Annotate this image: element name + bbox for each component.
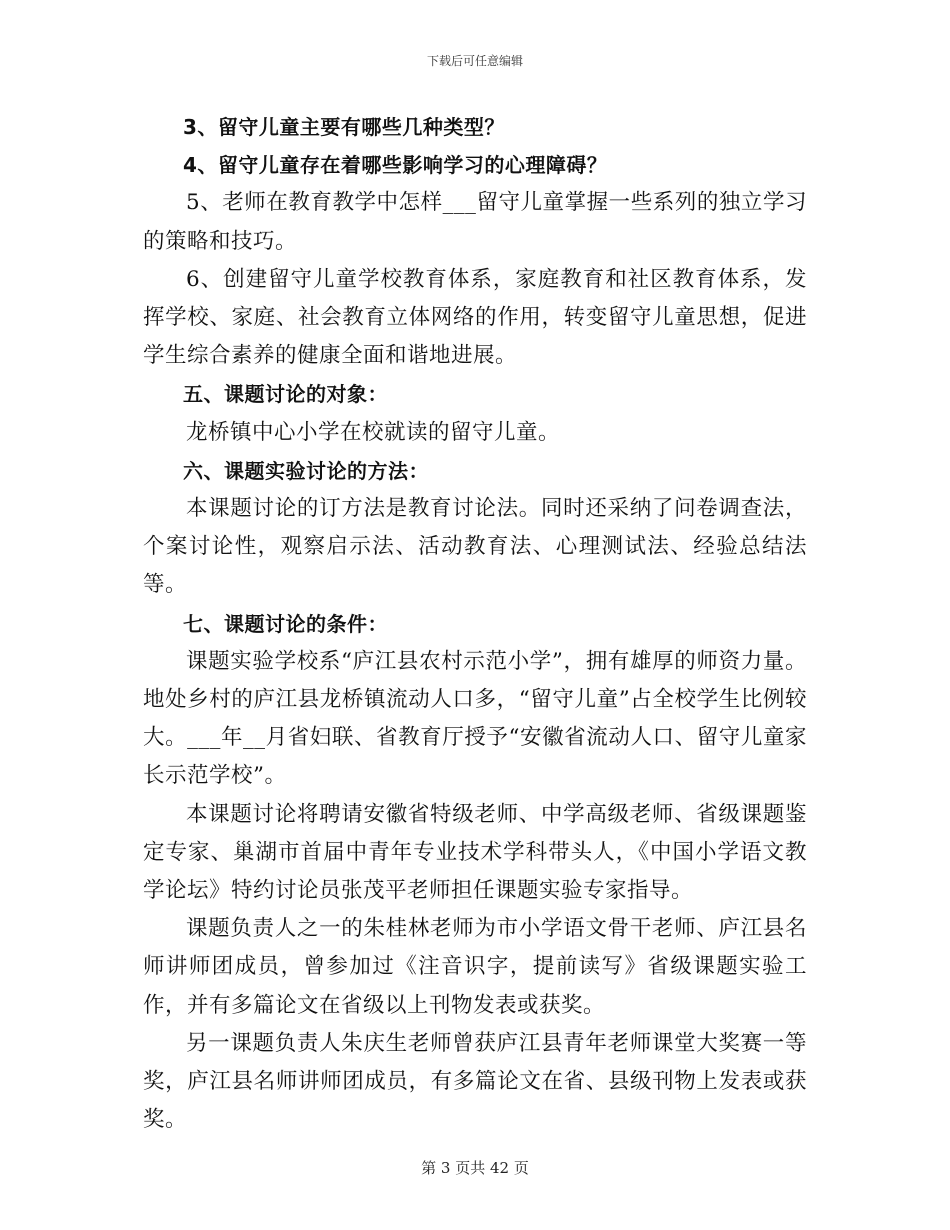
section-5-heading: 五、课题讨论的对象： [183,382,388,407]
question-4: 4、留守儿童存在着哪些影响学习的心理障碍？ [183,153,608,178]
page-footer: 第 3 页共 42 页 [421,1159,529,1177]
research-subjects-paragraph: 龙桥镇中心小学在校就读的留守儿童。 [186,419,561,445]
section-7-heading: 七、课题讨论的条件： [183,611,388,636]
conditions-leader-2-paragraph: 另一课题负责人朱庆生老师曾获庐江县青年老师课堂大奖赛一等奖，庐江县名师讲师团成员，有多篇论文在省、县级刊物上发表或获奖。 [143,1030,807,1133]
page-header: 下载后可任意编辑 [426,54,523,68]
conditions-experts-paragraph: 本课题讨论将聘请安徽省特级老师、中学高级老师、省级课题鉴定专家、巢湖市首届中青年专业技术学科带头人，《中国小学语文教学论坛》特约讨论员张茂平老师担任课题实验专家指导。 [143,801,807,904]
conditions-school-paragraph: 课题实验学校系“庐江县农村示范小学”，拥有雄厚的师资力量。地处乡村的庐江县龙桥镇流动人口多，“留守儿童”占全校学生比例较大。___年__月省妇联、省教育厅授予“安徽省流动人口、留守儿童家长示范学校”。 [143,648,807,789]
item-5-paragraph: 5、老师在教育教学中怎样___留守儿童掌握一些系列的独立学习的策略和技巧。 [143,190,807,254]
question-3: 3、留守儿童主要有哪些几种类型？ [183,115,505,139]
research-methods-paragraph: 本课题讨论的订方法是教育讨论法。同时还采纳了问卷调查法，个案讨论性，观察启示法、活动教育法、心理测试法、经验总结法等。 [143,496,807,598]
document-body [143,108,807,1139]
item-6-paragraph: 6、创建留守儿童学校教育体系，家庭教育和社区教育体系，发挥学校、家庭、社会教育立体网络的作用，转变留守儿童思想，促进学生综合素养的健康全面和谐地进展。 [143,266,807,369]
conditions-leader-1-paragraph: 课题负责人之一的朱桂林老师为市小学语文骨干老师、庐江县名师讲师团成员，曾参加过《注音识字，提前读写》省级课题实验工作，并有多篇论文在省级以上刊物发表或获奖。 [143,916,807,1018]
section-6-heading: 六、课题实验讨论的方法： [183,458,429,483]
